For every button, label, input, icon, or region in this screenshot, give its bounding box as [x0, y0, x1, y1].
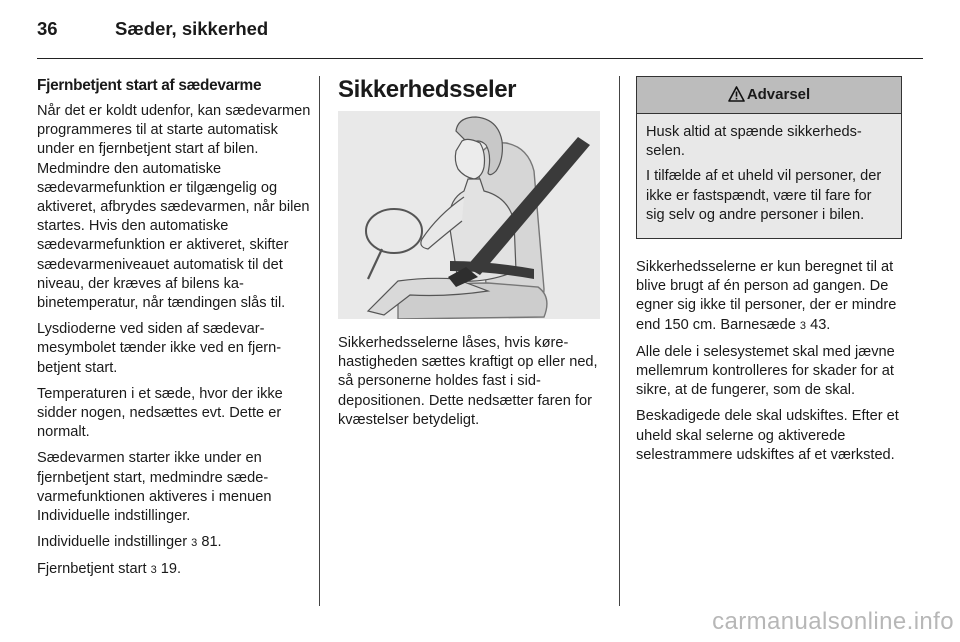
- paragraph: Alle dele i selesystemet skal med jævne mellemrum kontrolleres for skader for at sikre, at de fungerer, som de skal.: [636, 343, 895, 399]
- section-title: Sæder, sikkerhed: [115, 18, 269, 39]
- warning-text: I tilfælde af et uheld vil personer, der ikke er fastspændt, være til fare for sig selv og andre personer i bilen.: [646, 168, 882, 223]
- header-rule: [37, 58, 923, 59]
- seatbelt-section-title: Sikkerhedsseler: [338, 76, 517, 103]
- warning-title: Advarsel: [746, 86, 811, 103]
- cross-reference[interactable]: [37, 533, 312, 553]
- reference-page: 81.: [201, 534, 222, 551]
- seatbelt-caption: Sikkerhedsselerne låses, hvis kørehastigheden sættes kraftigt op eller ned, så personerne holdes fast i siddepositionen. Dette nedsætter faren for kvæstelser betydeligt.: [338, 335, 598, 428]
- column-divider: [319, 76, 320, 606]
- page-ref-arrow-icon: 3: [191, 537, 198, 550]
- paragraph: [636, 258, 924, 336]
- reference-page: 19.: [160, 561, 182, 578]
- warning-header: [637, 77, 901, 114]
- paragraph: Beskadigede dele skal udskiftes. Efter et uheld skal selerne og aktiverede selestrammere udskiftes af et værksted.: [636, 408, 899, 463]
- column-divider: [619, 76, 620, 606]
- seatbelt-illustration: [338, 111, 600, 319]
- page-ref-arrow-icon: 3: [150, 564, 157, 577]
- reference-page[interactable]: 43.: [810, 316, 831, 333]
- reference-text: Individuelle indstillinger: [37, 534, 188, 551]
- cross-reference[interactable]: [37, 560, 312, 580]
- page-ref-arrow-icon: 3: [799, 319, 807, 332]
- paragraph-text: Sikkerhedsselerne er kun beregnet til at blive brugt af én person ad gangen. De egner sig ikke til personer, der er mindre end 150 cm. Barnesæde: [636, 259, 897, 333]
- remote-start-heading: Fjernbetjent start af sædevarme: [37, 77, 262, 94]
- reference-text: Fjernbetjent start: [37, 561, 147, 578]
- left-column: [37, 76, 312, 588]
- paragraph: Når det er koldt udenfor, kan sædevarmen programmeres til at starte automatisk under en fjernbetjent start af bilen. Medmindre den automatiske sædevarmefunktion er tilgængelig og aktiveret, afbrydes sædevarmen, når bilen startes. Hvis den automatiske sædevarmefunktion er aktiveret, skifter sædevarmeniveauet automatisk til det niveau, der kræves af bilens kabinetemperatur, når tændingen slås til.: [37, 103, 311, 312]
- warning-body: [637, 114, 901, 238]
- paragraph: Temperaturen i et sæde, hvor der ikke sidder nogen, nedsættes evt. Dette er normalt.: [37, 385, 283, 441]
- paragraph: Lysdioderne ved siden af sædevarmesymbolet tænder ikke ved en fjernbetjent start.: [37, 321, 282, 376]
- page-header: [37, 18, 268, 40]
- warning-triangle-icon: [728, 86, 745, 102]
- right-column: [636, 76, 924, 472]
- middle-column: [338, 76, 603, 437]
- warning-text: Husk altid at spænde sikkerhedsselen.: [646, 124, 862, 160]
- page-number: 36: [37, 18, 58, 39]
- watermark: carmanualsonline.info: [712, 608, 954, 635]
- paragraph: Sædevarmen starter ikke under en fjernbetjent start, medmindre sædevarmefunktionen aktiveres i menuen Individuelle indstillinger.: [37, 450, 272, 525]
- warning-box: [636, 76, 902, 239]
